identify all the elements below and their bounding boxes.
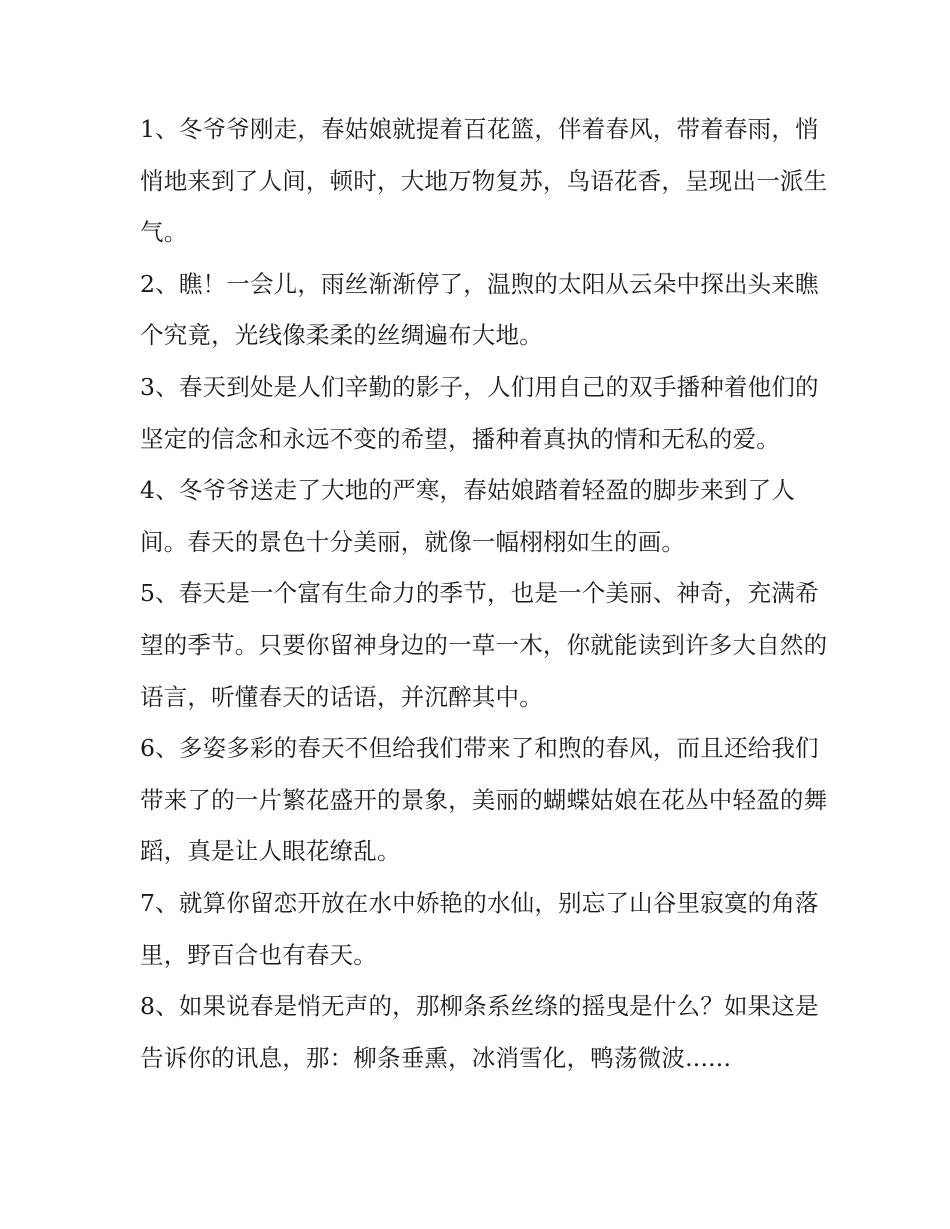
- paragraph-1: 1、冬爷爷刚走，春姑娘就提着百花篮，伴着春风，带着春雨，悄悄地来到了人间，顿时，大地万物复苏，鸟语花香，呈现出一派生气。: [140, 115, 828, 247]
- paragraph-8: 8、如果说春是悄无声的，那柳条系丝绦的摇曳是什么？如果这是告诉你的讯息，那：柳条垂熏，冰消雪化，鸭荡微波......: [140, 992, 819, 1072]
- paragraph-7: 7、就算你留恋开放在水中娇艳的水仙，别忘了山谷里寂寞的角落里，野百合也有春天。: [140, 888, 819, 969]
- document-body: [140, 104, 830, 1084]
- paragraph-3: 3、春天到处是人们辛勤的影子，人们用自己的双手播种着他们的坚定的信念和永远不变的希望，播种着真执的情和无私的爱。: [140, 372, 819, 453]
- paragraph-5: 5、春天是一个富有生命力的季节，也是一个美丽、神奇，充满希望的季节。只要你留神身边的一草一木，你就能读到许多大自然的语言，听懂春天的话语，并沉醉其中。: [140, 579, 828, 711]
- paragraph-6: 6、多姿多彩的春天不但给我们带来了和煦的春风，而且还给我们带来了的一片繁花盛开的景象，美丽的蝴蝶姑娘在花丛中轻盈的舞蹈，真是让人眼花缭乱。: [140, 734, 828, 866]
- paragraph-2: 2、瞧！一会儿，雨丝渐渐停了，温煦的太阳从云朵中探出头来瞧个究竟，光线像柔柔的丝绸遍布大地。: [140, 269, 819, 350]
- paragraph-4: 4、冬爷爷送走了大地的严寒，春姑娘踏着轻盈的脚步来到了人间。春天的景色十分美丽，就像一幅栩栩如生的画。: [140, 476, 796, 556]
